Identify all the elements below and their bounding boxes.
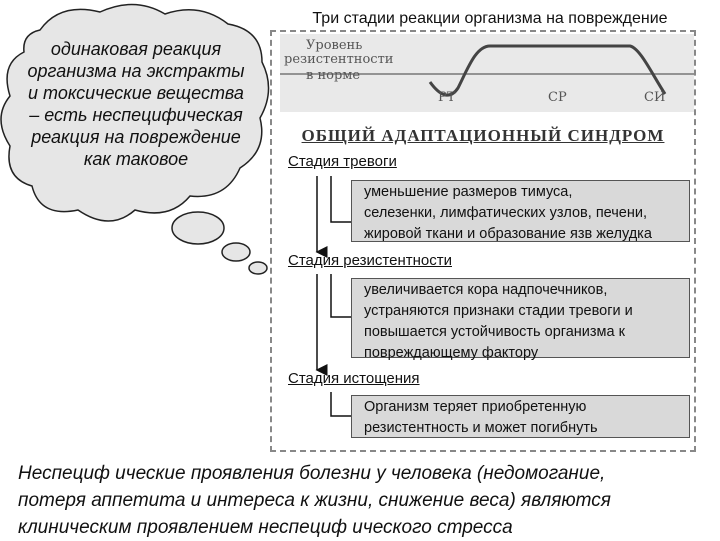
bottom-line: клиническим проявлением неспециф ического стресса	[18, 517, 513, 538]
phase-label-resistance: СР	[548, 90, 567, 105]
stage-resistance-line: повреждающему фактору	[364, 345, 539, 361]
bottom-line: потеря аппетита и интереса к жизни, снижение веса) являются	[18, 490, 611, 511]
stage-alarm-line: жировой ткани и образование язв желудка	[364, 226, 652, 242]
bottom-line: Неспециф ические проявления болезни у человека (недомогание,	[18, 463, 606, 484]
connector-alarm	[331, 176, 351, 222]
thought-line: и токсические вещества	[28, 83, 244, 103]
stage-alarm-line: уменьшение размеров тимуса,	[364, 184, 573, 200]
stage-resistance-line: повышается устойчивость организма к	[364, 324, 625, 340]
syndrome-title: ОБЩИЙ АДАПТАЦИОННЫЙ СИНДРОМ	[301, 126, 665, 145]
phase-label-alarm: РТ	[438, 90, 456, 105]
phase-label-exhaustion: СИ	[644, 90, 666, 105]
stage-alarm-line: селезенки, лимфатических узлов, печени,	[364, 205, 648, 221]
graph-label-line: Уровень	[306, 38, 363, 53]
stage-resistance-box	[351, 278, 690, 361]
thought-line: реакция на повреждение	[31, 127, 241, 147]
thought-line: – есть неспецифическая	[29, 105, 243, 125]
thought-line: как таковое	[83, 149, 189, 169]
graph-label-line: в норме	[306, 68, 361, 83]
diagram-title: Три стадии реакции организма на повреждение	[312, 10, 668, 27]
stage-exhaustion-line: резистентность и может погибнуть	[364, 420, 598, 436]
connector-resistance	[331, 274, 351, 317]
stage-exhaustion-line: Организм теряет приобретенную	[364, 399, 587, 415]
stage-exhaustion-title: Стадия истощения	[288, 370, 420, 387]
stage-alarm-title: Стадия тревоги	[288, 153, 397, 170]
stage-exhaustion-box	[351, 395, 690, 438]
thought-line: организма на экстракты	[27, 61, 245, 81]
graph-label-line: резистентности	[284, 52, 394, 67]
bottom-paragraph	[18, 460, 718, 541]
thought-line: одинаковая реакция	[50, 39, 222, 59]
stage-alarm-box	[351, 180, 690, 242]
stage-resistance-line: увеличивается кора надпочечников,	[364, 282, 608, 298]
stage-resistance-title: Стадия резистентности	[288, 252, 452, 269]
stage-resistance-line: устраняются признаки стадии тревоги и	[364, 303, 633, 319]
connector-exhaustion	[331, 392, 351, 416]
